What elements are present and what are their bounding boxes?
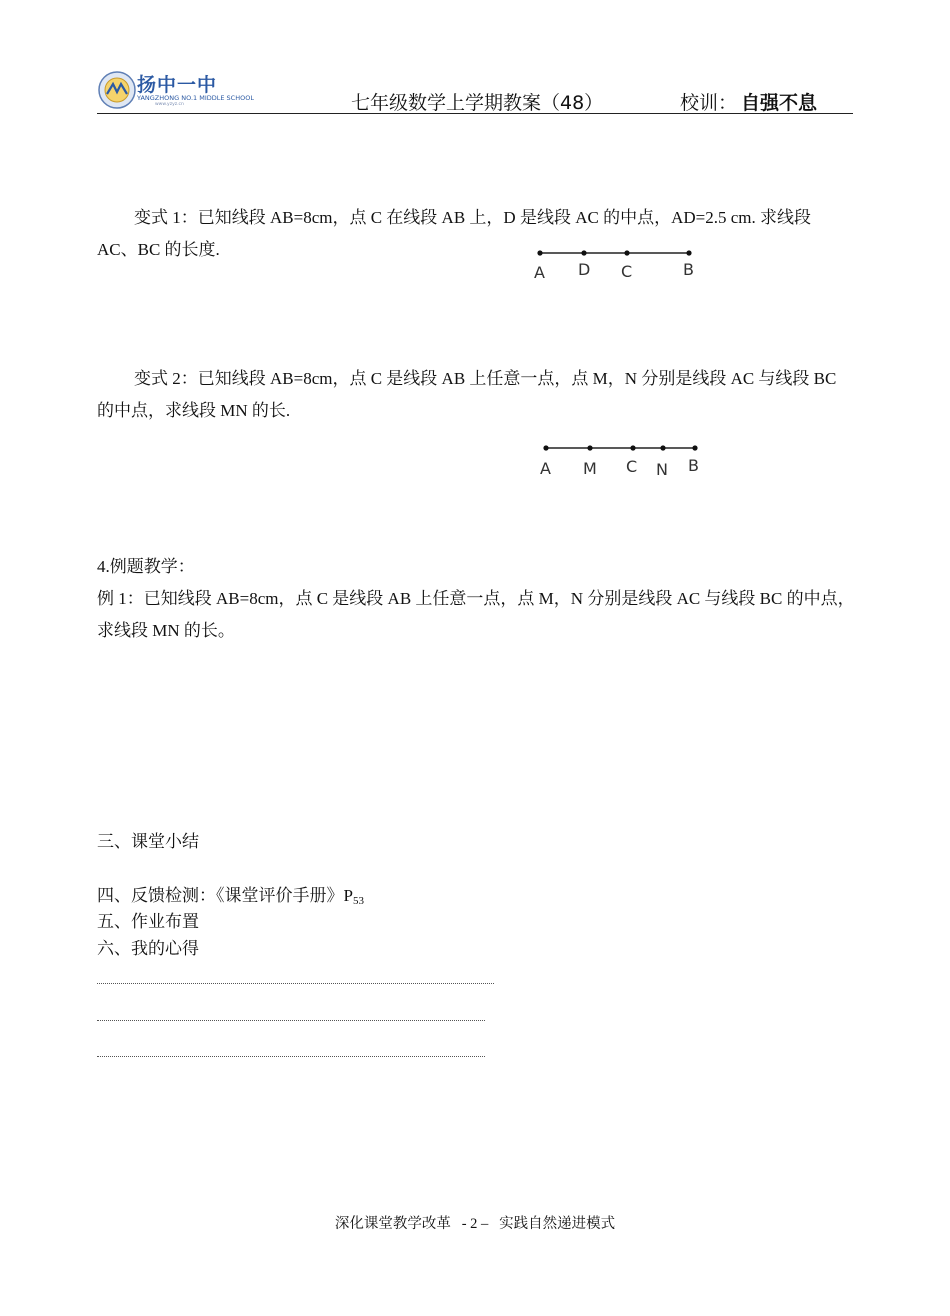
point-n [660, 445, 665, 450]
variant2-line2: 的中点，求线段 MN 的长. [97, 401, 291, 420]
page-footer [0, 1212, 950, 1233]
variant2-segment-diagram [530, 438, 715, 482]
reflection-line-3 [97, 1056, 485, 1057]
point-b [692, 445, 697, 450]
example-line1: 例 1：已知线段 AB=8cm，点 C 是线段 AB 上任意一点，点 M，N 分别是线段 AC 与线段 BC 的中点， [97, 589, 855, 608]
example-heading: 4.例题教学： [97, 557, 195, 576]
label-b: B [688, 456, 699, 475]
point-d [581, 250, 586, 255]
feedback-page-subscript: 53 [352, 895, 364, 907]
label-b: B [683, 260, 694, 279]
example-line2: 求线段 MN 的长。 [97, 621, 235, 640]
page-number: - 2 – [461, 1216, 489, 1232]
motto-label: 校训： [680, 92, 738, 114]
label-m: M [583, 459, 597, 478]
label-c: C [621, 262, 633, 281]
label-c: C [626, 457, 638, 476]
motto: 自强不息 [741, 92, 818, 114]
reflection-line-1 [97, 983, 494, 984]
reflection-line-2 [97, 1020, 485, 1021]
point-a [537, 250, 542, 255]
footer-left: 深化课堂教学改革 [334, 1216, 451, 1232]
label-d: D [578, 260, 591, 279]
variant1-segment-diagram [525, 242, 715, 286]
point-m [587, 445, 592, 450]
point-c [624, 250, 629, 255]
label-a: A [534, 263, 545, 282]
point-c [630, 445, 635, 450]
feedback-text: 四、反馈检测：《课堂评价手册》P [97, 886, 353, 905]
variant1-line1: 变式 1：已知线段 AB=8cm，点 C 在线段 AB 上，D 是线段 AC 的中点，AD=2.5 cm. 求线段 [134, 208, 811, 227]
logo-english: YANGZHONG NO.1 MIDDLE SCHOOL [137, 94, 254, 102]
variant2-line1: 变式 2：已知线段 AB=8cm，点 C 是线段 AB 上任意一点，点 M，N 分别是线段 AC 与线段 BC [134, 369, 837, 388]
point-b [686, 250, 691, 255]
section-homework: 五、作业布置 [97, 912, 199, 931]
footer-right: 实践自然递进模式 [499, 1216, 616, 1232]
section-summary: 三、课堂小结 [97, 832, 199, 851]
header-divider [97, 113, 853, 114]
label-a: A [540, 459, 551, 478]
point-a [543, 445, 548, 450]
variant1-line2: AC、BC 的长度. [97, 240, 220, 259]
page-title: 七年级数学上学期教案（48） [351, 92, 604, 114]
label-n: N [656, 460, 668, 479]
logo-subtext: www.yzyz.cn [155, 102, 184, 107]
logo-text: 扬中一中 [137, 74, 218, 96]
section-reflection: 六、我的心得 [97, 939, 199, 958]
school-emblem-icon [97, 70, 137, 110]
